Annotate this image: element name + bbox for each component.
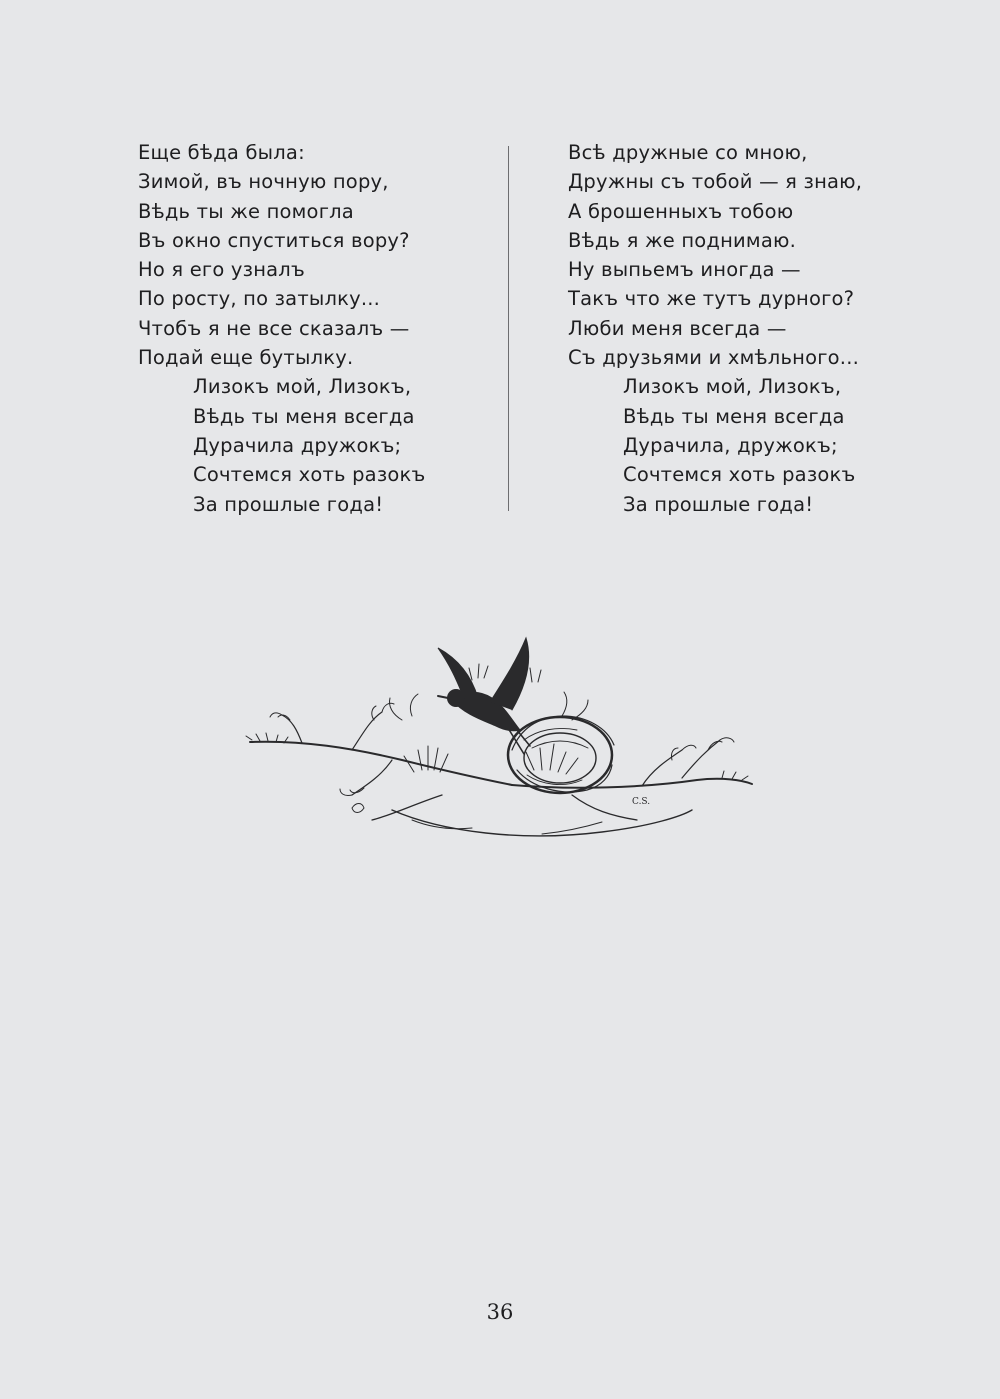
verse-line: Чтобъ я не все сказалъ — <box>138 316 410 340</box>
verse-line: Еще бѣда была: <box>138 141 305 164</box>
verse-line: Съ друзьями и хмѣльного... <box>568 346 859 370</box>
refrain-line: Лизокъ мой, Лизокъ, <box>623 375 842 399</box>
bird-nest-engraving-icon <box>242 620 754 860</box>
verse-line: Подай еще бутылку. <box>138 346 354 370</box>
refrain-line: Сочтемся хоть разокъ <box>193 463 426 487</box>
refrain-line: Сочтемся хоть разокъ <box>623 463 856 487</box>
poem-column-right <box>568 138 862 519</box>
verse-line: Зимой, въ ночную пору, <box>138 170 389 194</box>
engraver-signature: C.S. <box>632 797 651 807</box>
verse-line: Ну выпьемъ иногда — <box>568 258 801 282</box>
verse-line: Люби меня всегда — <box>568 316 787 340</box>
poem-column-left <box>138 138 426 519</box>
refrain-line: Вѣдь ты меня всегда <box>193 404 415 428</box>
verse-line: Дружны съ тобой — я знаю, <box>568 170 863 194</box>
page-number: 36 <box>486 1300 514 1324</box>
verse-line: Вѣдь ты же помогла <box>138 199 354 223</box>
verse-line: Всѣ дружные со мною, <box>568 141 808 164</box>
refrain-line: За прошлые года! <box>623 492 814 516</box>
verse-line: Въ окно спуститься вору? <box>138 228 410 252</box>
refrain-line: Дурачила, дружокъ; <box>623 433 838 457</box>
column-divider <box>508 146 509 511</box>
verse-line: Но я его узналъ <box>138 258 305 282</box>
verse-line: По росту, по затылку... <box>138 287 381 311</box>
verse-line: Такъ что же тутъ дурного? <box>568 287 855 311</box>
refrain-line: Лизокъ мой, Лизокъ, <box>193 375 412 399</box>
verse-line: Вѣдь я же поднимаю. <box>568 228 797 252</box>
refrain-line: За прошлые года! <box>193 492 384 516</box>
refrain-line: Дурачила дружокъ; <box>193 433 402 457</box>
verse-line: А брошенныхъ тобою <box>568 199 794 223</box>
refrain-line: Вѣдь ты меня всегда <box>623 404 845 428</box>
